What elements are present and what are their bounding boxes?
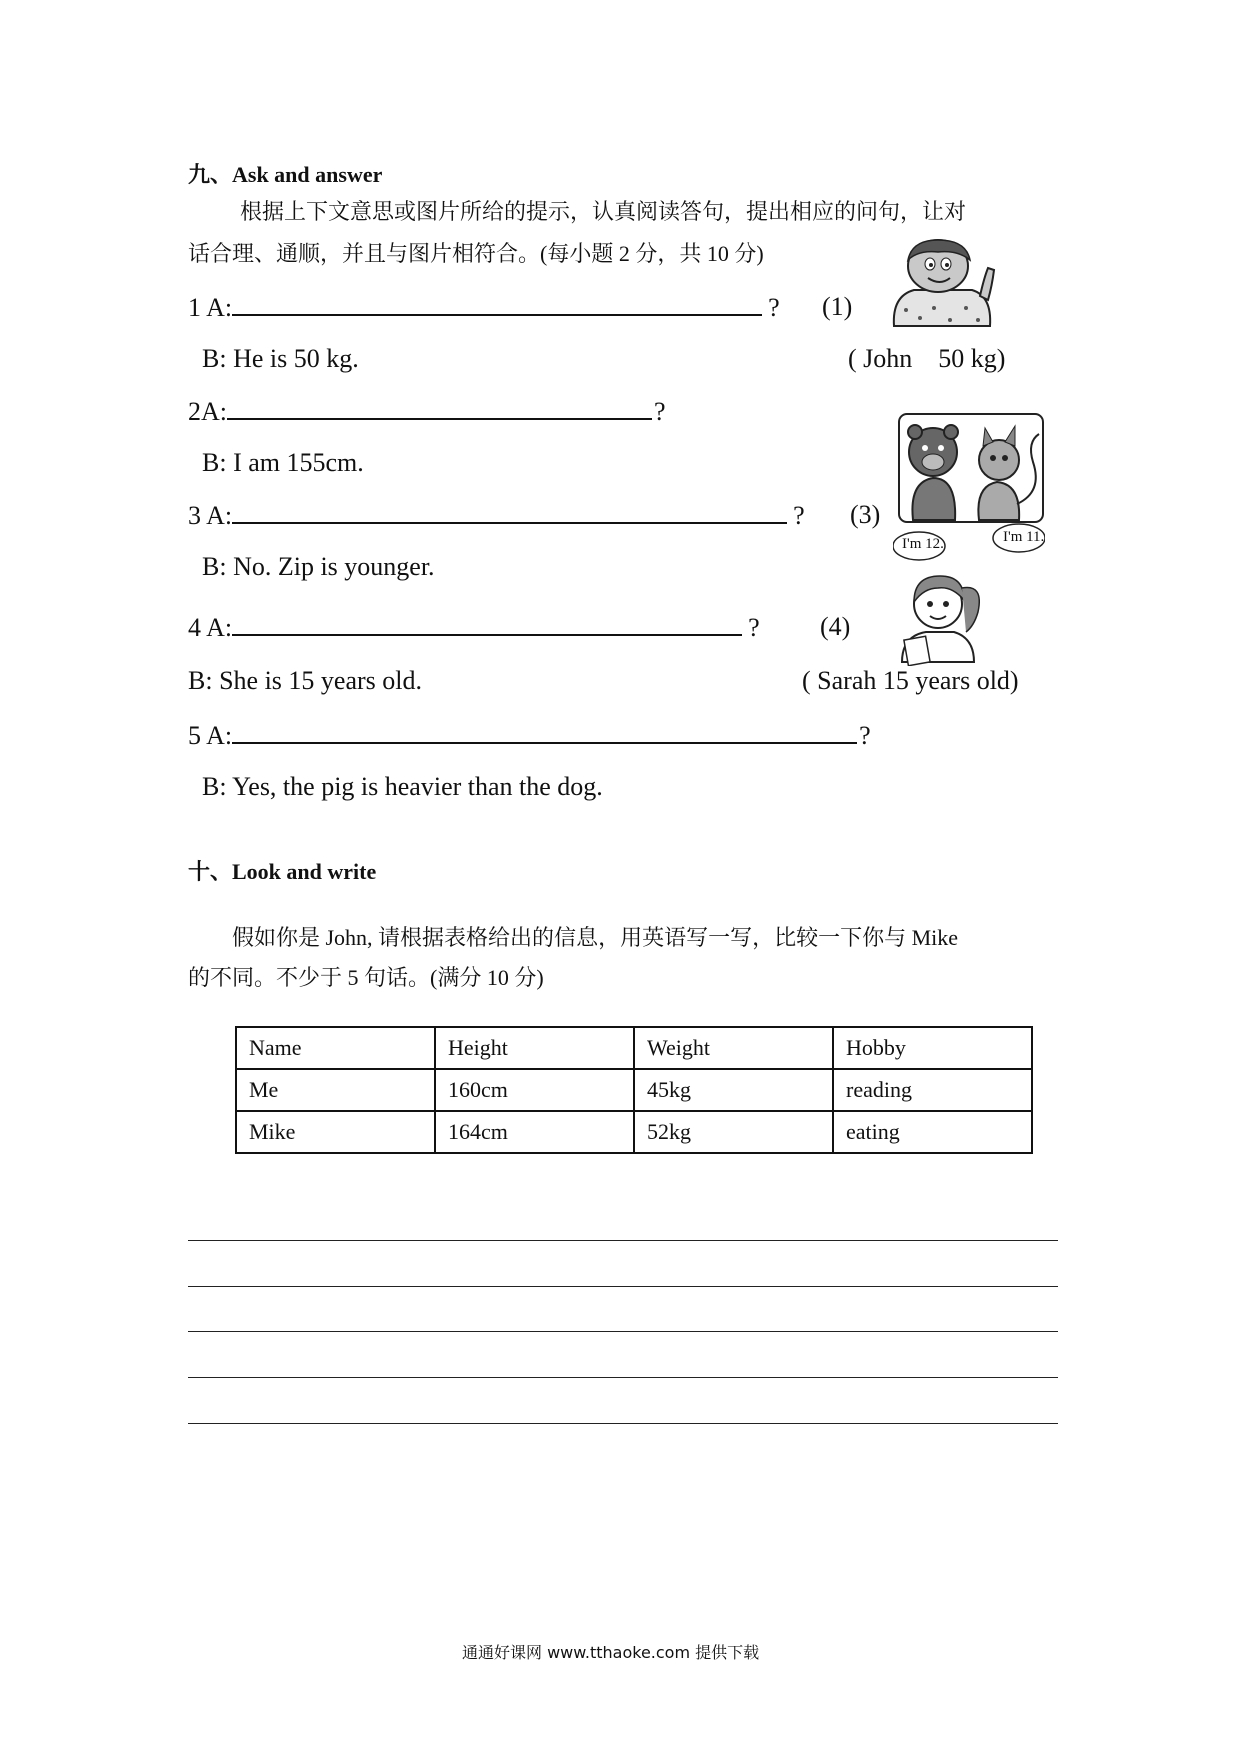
table-cell: eating [833,1111,1032,1153]
table-header-cell: Weight [634,1027,833,1069]
q2-question-mark: ? [654,397,666,426]
page-footer: 通通好课网 www.tthaoke.com 提供下载 [462,1643,760,1662]
table-header-cell: Height [435,1027,634,1069]
q2-a-row [188,396,666,427]
q1-picture-tag: (1) [822,292,853,321]
table-header-cell: Name [236,1027,435,1069]
q3-a-row [188,500,805,531]
q1-a-row [188,292,780,323]
q5-a-row [188,720,871,751]
q2-a-label: 2A: [188,397,227,426]
q1-a-label: 1 A: [188,293,233,322]
q4-answer-blank[interactable] [232,612,742,636]
writing-line[interactable] [188,1331,1058,1332]
table-header-cell: Hobby [833,1027,1032,1069]
q4-picture-tag: (4) [820,612,851,641]
section9-title: 九、Ask and answer [188,162,383,187]
q3-b-answer: B: No. Zip is younger. [202,552,435,581]
writing-line[interactable] [188,1240,1058,1241]
speech-bubble-left: I'm 12. [902,536,944,552]
q5-answer-blank[interactable] [232,720,857,744]
q4-a-row [188,612,760,643]
q1-hint: ( John 50 kg) [848,344,1006,373]
q5-b-answer: B: Yes, the pig is heavier than the dog. [202,772,603,801]
section10-instructions-line1: 假如你是 John, 请根据表格给出的信息，用英语写一写，比较一下你与 Mike [232,925,959,950]
q3-answer-blank[interactable] [232,500,787,524]
table-cell: Mike [236,1111,435,1153]
q4-hint: ( Sarah 15 years old) [802,666,1019,695]
table-cell: 45kg [634,1069,833,1111]
section10-instructions-line2: 的不同。不少于 5 句话。(满分 10 分) [188,965,544,990]
writing-line[interactable] [188,1377,1058,1378]
info-table [235,1026,1033,1154]
section9-instructions-line1: 根据上下文意思或图片所给的提示，认真阅读答句，提出相应的问句，让对 [240,199,967,224]
section9-instructions-line2: 话合理、通顺，并且与图片相符合。(每小题 2 分，共 10 分) [188,241,764,266]
boy-john-illustration [888,238,998,334]
table-row [236,1069,1032,1111]
q5-a-label: 5 A: [188,721,233,750]
q1-answer-blank[interactable] [232,292,762,316]
table-cell: 52kg [634,1111,833,1153]
q3-question-mark: ? [793,501,805,530]
table-header-row [236,1027,1032,1069]
q3-a-label: 3 A: [188,501,233,530]
q2-b-answer: B: I am 155cm. [202,448,364,477]
q3-picture-tag: (3) [850,500,881,529]
writing-line[interactable] [188,1423,1058,1424]
table-cell: Me [236,1069,435,1111]
section10-title: 十、Look and write [188,859,377,884]
q4-a-label: 4 A: [188,613,233,642]
girl-sarah-illustration [892,566,988,666]
table-cell: reading [833,1069,1032,1111]
q4-question-mark: ? [748,613,760,642]
q2-answer-blank[interactable] [227,396,652,420]
q5-question-mark: ? [859,721,871,750]
table-row [236,1111,1032,1153]
table-cell: 164cm [435,1111,634,1153]
speech-bubble-right: I'm 11. [1003,529,1045,545]
q4-b-answer: B: She is 15 years old. [188,666,422,695]
writing-line[interactable] [188,1286,1058,1287]
q1-b-answer: B: He is 50 kg. [202,344,359,373]
q1-question-mark: ? [768,293,780,322]
table-cell: 160cm [435,1069,634,1111]
